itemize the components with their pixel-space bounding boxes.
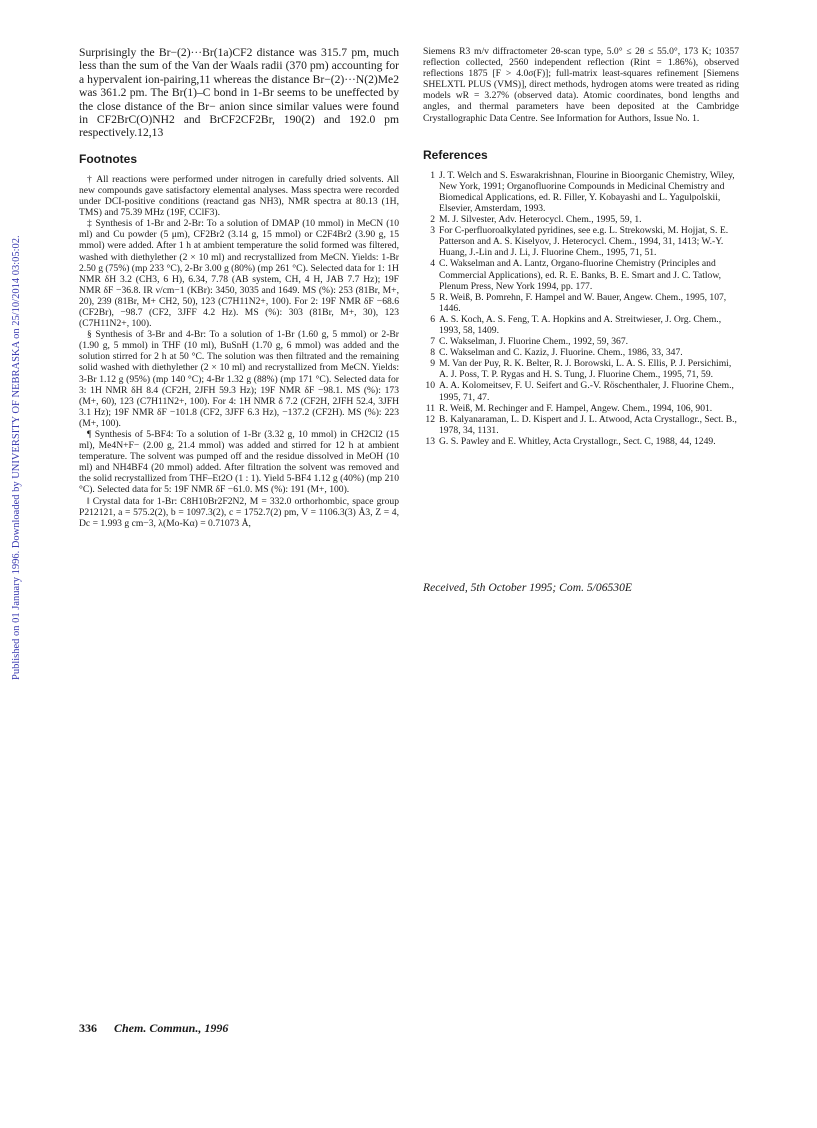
footnote: ¶ Synthesis of 5-BF4: To a solution of 1-Br (3.32 g, 10 mmol) in CH2Cl2 (15 ml), Me4N+F− (2.00 g, 21.4 mmol) was added and stirred for 12 h at ambient temperature. The solvent was pumped off and the residue dissolved in MeOH (10 ml) and NH4BF4 (20 mmol) added. After filtration the solvent was removed and the solid recrystallized from THF–Et2O (1 : 1). Yield 5-BF4 1.12 g (40%) (mp 210 °C). Selected data for 5: 19F NMR δF −61.0. MS (%): 191 (M+, 100). (79, 429, 399, 496)
reference-item: 2 M. J. Silvester, Adv. Heterocycl. Chem., 1995, 59, 1. (430, 214, 642, 226)
reference-item: 5 R. Weiß, B. Pomrehn, F. Hampel and W. Bauer, Angew. Chem., 1995, 107, 1446. (430, 291, 727, 314)
right-column (423, 46, 739, 447)
footnote: ‡ Synthesis of 1-Br and 2-Br: To a solution of DMAP (10 mmol) in MeCN (10 ml) and Cu powder (5 μm), CF2Br2 (3.14 g, 15 mmol) or C2F4Br2 (3.90 g, 15 mmol) were added. After 1 h at ambient temperature the solid formed was filtered, washed with diethylether (2 × 10 ml) and recrystallized from MeCN. Yields: 1-Br 2.50 g (75%) (mp 233 °C), 2-Br 3.00 g (80%) (mp 261 °C). Selected data for 1: 1H NMR δH 3.2 (CH3, 6 H), 6.34, 7.78 (AB system, CH, 4 H, JAB 7.7 Hz); 19F NMR δF −36.8. IR ν/cm−1 (KBr): 3450, 3035 and 1649. MS (%): 253 (81Br, M+, 20), 239 (81Br, M+ CH2, 50), 123 (C7H11N2+, 100). For 2: 19F NMR δF −68.6 (CF2Br), −98.7 (CF2, 3JFF 4.2 Hz). MS (%): 303 (81Br, M+, 30), 123 (C7H11N2+, 100). (79, 218, 399, 330)
download-notice (2, 190, 20, 680)
body-paragraph: Surprisingly the Br−(2)···Br(1a)CF2 distance was 315.7 pm, much less than the sum of the Van der Waals radii (370 pm) accounting for a hypervalent ion-pairing,11 whereas the distance Br−(2)···N(2)Me2 was 361.2 pm. The Br(1)–C bond in 1-Br seems to be uneffected by the close distance of the Br− anion since similar values were found in CF2BrC(O)NH2 and BrCF2CF2Br, 190(2) and 192.0 pm respectively.12,13 (79, 46, 399, 140)
reference-item: 1 J. T. Welch and S. Eswarakrishnan, Flourine in Bioorganic Chemistry, Wiley, New York, 1991; Organofluorine Compounds in Medicinal Chemistry and Biomedical Applications, ed. R. Filler, Y. Kobayashi and L. Yagulpolskii, Elsevier, Amsterdam, 1993. (430, 169, 735, 214)
reference-item: 3 For C-perfluoroalkylated pyridines, see e.g. L. Strekowski, M. Hojjat, S. E. Patterson and A. S. Kiselyov, J. Heterocycl. Chem., 1994, 31, 1413; W.-Y. Huang, J.-Lin and J. Li, J. Fluorine Chem., 1995, 71, 51. (430, 225, 729, 259)
references-list (423, 170, 739, 447)
references-heading: References (423, 147, 488, 162)
reference-item: 6 A. S. Koch, A. S. Feng, T. A. Hopkins and A. Streitwieser, J. Org. Chem., 1993, 58, 1409. (430, 313, 722, 336)
reference-item: 4 C. Wakselman and A. Lantz, Organo-fluorine Chemistry (Principles and Commercial Applications), ed. R. E. Banks, B. E. Smart and J. C. Tatlow, Plenum Press, New York 1994, pp. 177. (430, 258, 722, 292)
reference-item: 11 R. Weiß, M. Rechinger and F. Hampel, Angew. Chem., 1994, 106, 901. (425, 402, 713, 414)
footnote: † All reactions were performed under nitrogen in carefully dried solvents. All new compounds gave satisfactory elemental analyses. Mass spectra were recorded under DCI-positive conditions (reactand gas NH3), NMR spectra at 80.13 (1H, TMS) and 75.39 MHz (19F, CClF3). (79, 173, 399, 219)
reference-item: 7 C. Wakselman, J. Fluorine Chem., 1992, 59, 367. (430, 336, 629, 348)
crystal-data-continued: Siemens R3 m/v diffractometer 2θ-scan type, 5.0° ≤ 2θ ≤ 55.0°, 173 K; 10357 reflection collected, 2560 independent reflection (Rint = 1.86%), observed reflections 1875 [F > 4.0σ(F)]; full-matrix least-squares refinement [Siemens SHELXTL PLUS (VMS)], direct methods, hydrogen atoms were treated as riding models wR = 3.27% (observed data). Atomic coordinates, bond lengths and angles, and thermal parameters have been deposited at the Cambridge Crystallographic Data Centre. See Information for Authors, Issue No. 1. (423, 46, 739, 124)
download-notice-text: Published on 01 January 1996. Downloaded by UNIVERSITY OF NEBRASKA on 25/10/2014 03:05:02. (11, 235, 22, 680)
footnote: ‖ Crystal data for 1-Br: C8H10Br2F2N2, M = 332.0 orthorhombic, space group P212121, a = 575.2(2), b = 1097.3(2), c = 1752.7(2) pm, V = 1106.3(3) Å3, Z = 4, Dc = 1.993 g cm−3, λ(Mo-Kα) = 0.71073 Å, (79, 495, 399, 529)
reference-item: 12 B. Kalyanaraman, L. D. Kispert and J. L. Atwood, Acta Crystallogr., Sect. B., 1978, 34, 1131. (425, 413, 737, 436)
journal-citation: Chem. Commun., 1996 (114, 1021, 229, 1035)
left-column (79, 46, 399, 529)
page-number: 336 (79, 1021, 97, 1035)
reference-item: 13 G. S. Pawley and E. Whitley, Acta Crystallogr., Sect. C, 1988, 44, 1249. (425, 435, 716, 447)
reference-item: 8 C. Wakselman and C. Kaziz, J. Fluorine. Chem., 1986, 33, 347. (430, 347, 683, 359)
received-line: Received, 5th October 1995; Com. 5/06530E (423, 581, 632, 594)
page-footer (79, 1021, 228, 1036)
footnote: § Synthesis of 3-Br and 4-Br: To a solution of 1-Br (1.60 g, 5 mmol) or 2-Br (1.90 g, 5 mmol) in THF (10 ml), BuSnH (1.70 g, 6 mmol) was added and the solution stirred for 2 h at 50 °C. The solution was then filtrated and the remaining solid washed with diethylether (2 × 10 ml) and recrystallized from MeCN. Yields: 3-Br 1.12 g (95%) (mp 140 °C); 4-Br 1.32 g (88%) (mp 171 °C). Selected data for 3: 1H NMR δH 8.4 (CF2H, 2JFH 59.3 Hz); 19F NMR δF −98.1. MS (%): 173 (M+, 60), 123 (C7H11N2+, 100). For 4: 1H NMR δ 7.2 (CF2H, 2JFH 52.4, 3JFH 3.1 Hz); 19F NMR δF −101.8 (CF2, 3JFF 6.3 Hz), −137.2 (CF2H). MS (%): 223 (M+, 100). (79, 329, 399, 429)
reference-item: 10 A. A. Kolomeitsev, F. U. Seifert and G.-V. Röschenthaler, J. Fluorine Chem., 1995, 71, 47. (425, 380, 734, 403)
reference-item: 9 M. Van der Puy, R. K. Belter, R. J. Borowski, L. A. S. Ellis, P. J. Persichimi, A. J. Poss, T. P. Rygas and H. S. Tung, J. Fluorine Chem., 1995, 71, 59. (430, 358, 732, 381)
footnotes-list (79, 174, 399, 529)
footnotes-heading: Footnotes (79, 151, 137, 166)
